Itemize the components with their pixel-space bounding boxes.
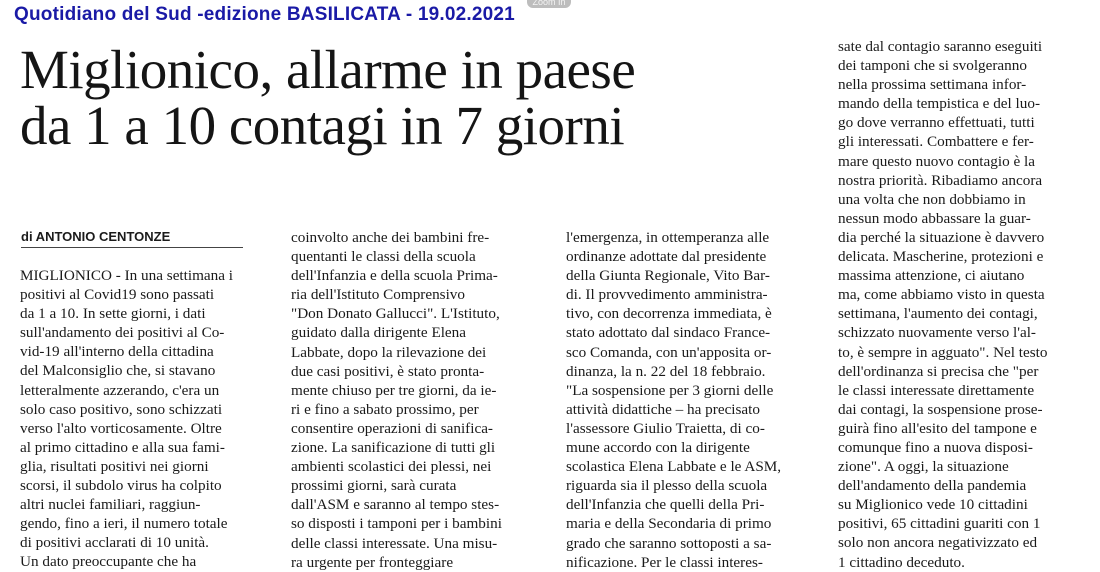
article-text-line: nessun modo abbassare la guar- (838, 209, 1031, 227)
article-column-4 (838, 37, 1092, 572)
article-text-line: solo non ancora negativizzato ed (838, 534, 1038, 552)
article-text-line: nificazione. Per le classi interes- (566, 553, 763, 571)
article-text-line: letteralmente azzerando, c'era un (20, 381, 220, 399)
article-text-line: ambienti scolastici dei plessi, nei (291, 458, 492, 476)
article-text-line: del Malconsiglio che, si stavano (20, 362, 216, 380)
article-text-line: comunque fino a nuova disposi- (838, 438, 1033, 456)
article-text-line: dinanza, la n. 22 del 18 febbraio. (566, 362, 766, 380)
article-text-line: di. Il provvedimento amministra- (566, 286, 768, 304)
article-text-line: quentanti le classi della scuola (291, 248, 476, 266)
article-text-line: scorsi, il subdolo virus ha colpito (20, 477, 222, 495)
article-text-line: dei tamponi che si svolgeranno (838, 57, 1027, 75)
zoom-in-button[interactable]: Zoom In (527, 0, 571, 8)
article-text-line: dai contagi, la sospensione prose- (838, 400, 1043, 418)
article-text-line: positivi al Covid19 sono passati (20, 286, 215, 304)
article-text-line: gli interessati. Combattere e fer- (838, 133, 1034, 151)
article-text-line: stato adottato dal sindaco France- (566, 324, 771, 342)
headline-line-2: da 1 a 10 contagi in 7 giorni (20, 95, 625, 156)
article-text-line: scolastica Elena Labbate e le ASM, (566, 458, 782, 476)
article-text-line: di positivi acclarati di 10 unità. (20, 534, 209, 552)
article-text-line: mando della tempistica e del luo- (838, 95, 1041, 113)
article-text-line: attività didattiche – ha precisato (566, 400, 760, 418)
article-text-line: verso l'alto vorticosamente. Oltre (20, 419, 222, 437)
byline: di ANTONIO CENTONZE (21, 229, 243, 248)
article-text-line: ria dell'Istituto Comprensivo (291, 286, 465, 304)
article-text-line: dell'ordinanza si precisa che "per (838, 362, 1039, 380)
article-text-line: nella prossima settimana infor- (838, 76, 1027, 94)
headline-line-1: Miglionico, allarme in paese (20, 39, 636, 100)
article-text-line: ordinanze adottate dal presidente (566, 248, 767, 266)
article-text-line: "La sospensione per 3 giorni delle (566, 381, 774, 399)
article-headline (20, 39, 820, 156)
article-text-line: settimana, l'aumento dei contagi, (838, 305, 1038, 323)
article-text-line: go dove verranno effettuati, tutti (838, 114, 1035, 132)
article-text-line: solo caso positivo, sono schizzati (20, 400, 223, 418)
article-text-line: l'emergenza, in ottemperanza alle (566, 229, 770, 246)
article-text-line: ri e fino a sabato prossimo, per (291, 400, 479, 418)
article-text-line: due casi positivi, è stato pronta- (291, 362, 485, 380)
article-text-line: schizzato nuovamente verso l'al- (838, 324, 1036, 342)
article-text-line: glia, risultati positivi nei giorni (20, 457, 209, 475)
article-text-line: da 1 a 10. In sette giorni, i dati (20, 305, 206, 323)
article-text-line: gendo, fino a ieri, il numero totale (20, 515, 228, 533)
article-text-line: guidato dalla dirigente Elena (291, 324, 467, 342)
article-text-line: vid-19 all'interno della cittadina (20, 343, 214, 361)
article-text-line: Labbate, dopo la rilevazione dei (291, 343, 487, 361)
article-column-2 (291, 228, 553, 572)
article-text-line: zione. La sanificazione di tutti gli (291, 439, 496, 457)
article-text-line: al primo cittadino e alla sua fami- (20, 438, 225, 456)
article-text-line: positivi, 65 cittadini guariti con 1 (838, 515, 1041, 533)
article-text-line: 1 cittadino deceduto. (838, 553, 965, 571)
article-text-line: to, è sempre in agguato". Nel testo (838, 343, 1048, 361)
article-text-line: dell'Infanzia e della scuola Prima- (291, 267, 498, 285)
article-text-line: sull'andamento dei positivi al Co- (20, 324, 225, 342)
article-text-line: nostra priorità. Ribadiamo ancora (838, 171, 1043, 189)
article-text-line: dell'andamento della pandemia (838, 477, 1027, 495)
article-text-line: sate dal contagio saranno eseguiti (838, 38, 1043, 55)
article-text-line: della Giunta Regionale, Vito Bar- (566, 267, 770, 285)
article-text-line: massima attenzione, ci aiutano (838, 267, 1025, 285)
article-text-line: so disposti i tamponi per i bambini (291, 515, 502, 533)
article-text-line: zione". A oggi, la situazione (838, 458, 1009, 476)
article-text-line: coinvolto anche dei bambini fre- (291, 229, 490, 246)
article-text-line: mente chiuso per tre giorni, da ie- (291, 381, 497, 399)
article-text-line: mune accordo con la dirigente (566, 439, 750, 457)
article-text-line: ma, come abbiamo visto in questa (838, 286, 1045, 304)
article-text-line: delicata. Mascherine, protezioni e (838, 248, 1044, 266)
article-text-line: delle classi interessate. Una misu- (291, 534, 498, 552)
article-text-line: su Miglionico vede 10 cittadini (838, 496, 1028, 514)
article-text-line: altri nuclei familiari, raggiun- (20, 496, 201, 514)
article-text-line: grado che saranno sottoposti a sa- (566, 534, 772, 552)
article-text-line: una volta che non dobbiamo in (838, 190, 1026, 208)
article-text-line: guirà fino all'esito del tampone e (838, 419, 1037, 437)
article-text-line: le classi interessate direttamente (838, 381, 1035, 399)
article-text-line: dia perché la situazione è davvero (838, 228, 1045, 246)
source-header: Quotidiano del Sud -edizione BASILICATA - 19.02.2021 (14, 4, 515, 25)
article-text-line: l'assessore Giulio Traietta, di co- (566, 419, 765, 437)
article-text-line: ra urgente per fronteggiare (291, 553, 454, 571)
article-text-line: Un dato preoccupante che ha (20, 553, 197, 571)
article-text-line: tivo, con decorrenza immediata, è (566, 305, 772, 323)
article-text-line: riguarda sia il plesso della scuola (566, 477, 768, 495)
article-text-line: dell'Infanzia che quelli della Pri- (566, 496, 765, 514)
article-text-line: MIGLIONICO - In una settimana i (20, 267, 233, 284)
article-text-line: consentire operazioni di sanifica- (291, 419, 493, 437)
article-text-line: mare questo nuovo contagio è la (838, 152, 1035, 170)
article-text-line: sco Comanda, con un'apposita or- (566, 343, 772, 361)
article-column-3 (566, 228, 824, 572)
article-text-line: "Don Donato Gallucci". L'Istituto, (291, 305, 500, 323)
article-column-1 (20, 266, 273, 572)
article-text-line: dall'ASM e saranno al tempo stes- (291, 496, 500, 514)
article-text-line: prossimi giorni, sarà curata (291, 477, 457, 495)
article-text-line: maria e della Secondaria di primo (566, 515, 772, 533)
